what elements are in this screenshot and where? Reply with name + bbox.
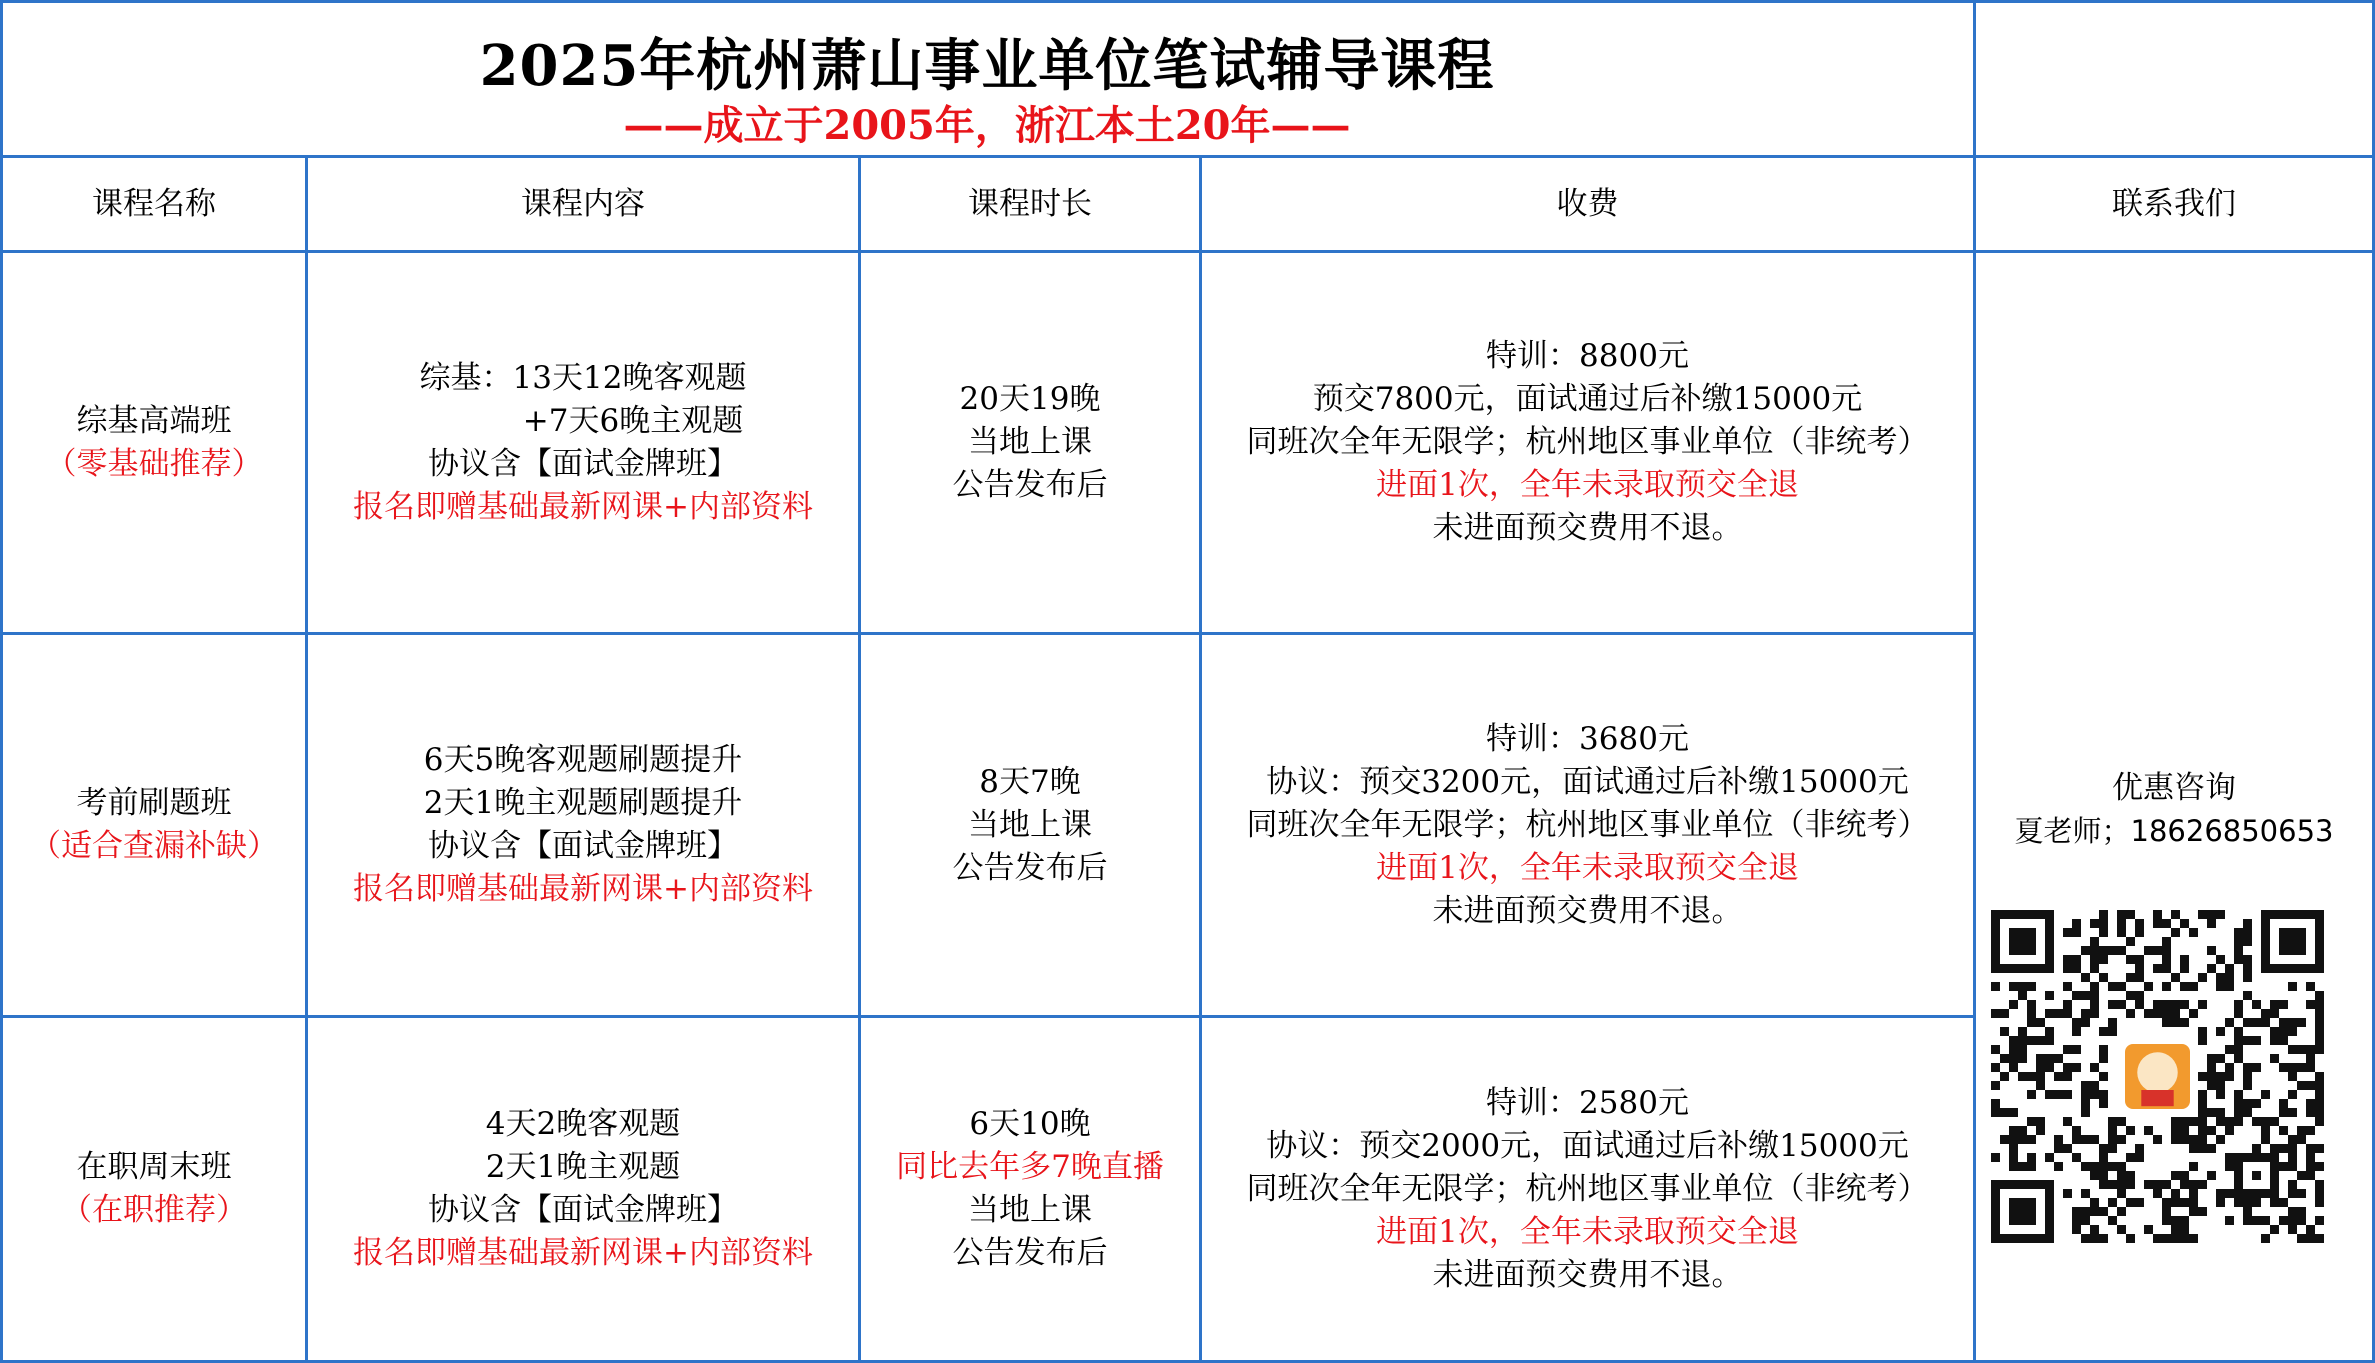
qr-code-icon[interactable] xyxy=(1983,908,2333,1248)
course-tag: （在职推荐） xyxy=(61,1192,247,1228)
course-content-cell xyxy=(308,1018,858,1360)
course-name-cell xyxy=(3,1018,305,1360)
qr-finder-bottom-left xyxy=(1991,1180,2054,1243)
fee-line: 预交7800元，面试通过后补缴15000元 xyxy=(1312,381,1863,417)
fee-line: 同班次全年无限学；杭州地区事业单位（非统考） xyxy=(1246,1170,1929,1207)
grid-line-top xyxy=(0,0,2375,3)
header-course-content: 课程内容 xyxy=(521,185,645,222)
fee-cell xyxy=(1202,253,1973,632)
duration-line: 6天10晚 xyxy=(969,1106,1091,1142)
course-duration-cell xyxy=(861,635,1199,1015)
fee-note-line: 未进面预交费用不退。 xyxy=(1432,892,1743,929)
fee-line: 协议：预交3200元，面试通过后补缴15000元 xyxy=(1266,763,1909,800)
fee-refund-line: 进面1次，全年未录取预交全退 xyxy=(1376,849,1799,886)
content-line: 协议含【面试金牌班】 xyxy=(428,445,738,482)
content-line: 协议含【面试金牌班】 xyxy=(428,1192,738,1228)
qr-center-logo xyxy=(2117,1036,2198,1117)
duration-line: 当地上课 xyxy=(968,424,1092,460)
fee-note-line: 未进面预交费用不退。 xyxy=(1432,510,1743,546)
content-line: +7天6晚主观题 xyxy=(522,402,744,439)
header-contact: 联系我们 xyxy=(2112,185,2236,222)
content-line: 4天2晚客观题 xyxy=(485,1106,681,1142)
contact-teacher-phone: 夏老师；18626850653 xyxy=(2014,814,2334,848)
content-gift-line: 报名即赠基础最新网课+内部资料 xyxy=(353,488,813,525)
content-line: 协议含【面试金牌班】 xyxy=(428,828,738,864)
qr-finder-top-left xyxy=(1991,910,2054,973)
duration-line: 公告发布后 xyxy=(952,1235,1108,1271)
duration-line: 当地上课 xyxy=(968,1192,1092,1228)
fee-cell xyxy=(1202,635,1973,1015)
course-name: 考前刷题班 xyxy=(76,785,232,821)
fee-line: 协议：预交2000元，面试通过后补缴15000元 xyxy=(1266,1127,1909,1164)
fee-cell xyxy=(1202,1018,1973,1360)
qr-finder-top-right xyxy=(2261,910,2324,973)
duration-line: 公告发布后 xyxy=(952,467,1108,503)
duration-line: 公告发布后 xyxy=(952,849,1108,886)
fee-line: 特训：2580元 xyxy=(1486,1084,1689,1121)
page-subtitle: ——成立于2005年，浙江本土20年—— xyxy=(623,102,1351,149)
course-name: 在职周末班 xyxy=(76,1149,232,1185)
course-name-cell xyxy=(3,253,305,632)
qr-alignment-pattern xyxy=(2234,1153,2279,1198)
duration-bonus-line: 同比去年多7晚直播 xyxy=(896,1149,1164,1185)
course-duration-cell xyxy=(861,1018,1199,1360)
content-gift-line: 报名即赠基础最新网课+内部资料 xyxy=(353,871,813,907)
contact-label: 优惠咨询 xyxy=(2112,770,2236,806)
fee-line: 特训：8800元 xyxy=(1486,338,1689,374)
course-name: 综基高端班 xyxy=(76,402,232,439)
fee-line: 同班次全年无限学；杭州地区事业单位（非统考） xyxy=(1246,424,1929,460)
course-duration-cell xyxy=(861,253,1199,632)
course-name-cell xyxy=(3,635,305,1015)
content-gift-line: 报名即赠基础最新网课+内部资料 xyxy=(353,1235,813,1271)
fee-line: 特训：3680元 xyxy=(1486,720,1689,757)
content-line: 6天5晚客观题刷题提升 xyxy=(423,742,743,778)
fee-refund-line: 进面1次，全年未录取预交全退 xyxy=(1376,1213,1799,1250)
content-line: 2天1晚主观题刷题提升 xyxy=(423,785,743,821)
fee-refund-line: 进面1次，全年未录取预交全退 xyxy=(1376,467,1799,503)
course-content-cell xyxy=(308,635,858,1015)
fee-line: 同班次全年无限学；杭州地区事业单位（非统考） xyxy=(1246,806,1929,843)
contact-info xyxy=(1976,760,2372,860)
header-course-duration: 课程时长 xyxy=(968,185,1092,222)
header-fee: 收费 xyxy=(1556,185,1619,222)
course-content-cell xyxy=(308,253,858,632)
header-course-name: 课程名称 xyxy=(92,185,216,222)
course-tag: （零基础推荐） xyxy=(45,445,263,482)
course-tag: （适合查漏补缺） xyxy=(30,828,278,864)
duration-line: 当地上课 xyxy=(968,806,1092,843)
duration-line: 20天19晚 xyxy=(959,381,1101,417)
content-line: 综基：13天12晚客观题 xyxy=(419,359,747,396)
duration-line: 8天7晚 xyxy=(979,763,1081,800)
page-title: 2025年杭州萧山事业单位笔试辅导课程 xyxy=(479,33,1495,99)
content-line: 2天1晚主观题 xyxy=(485,1149,681,1185)
fee-note-line: 未进面预交费用不退。 xyxy=(1432,1256,1743,1293)
